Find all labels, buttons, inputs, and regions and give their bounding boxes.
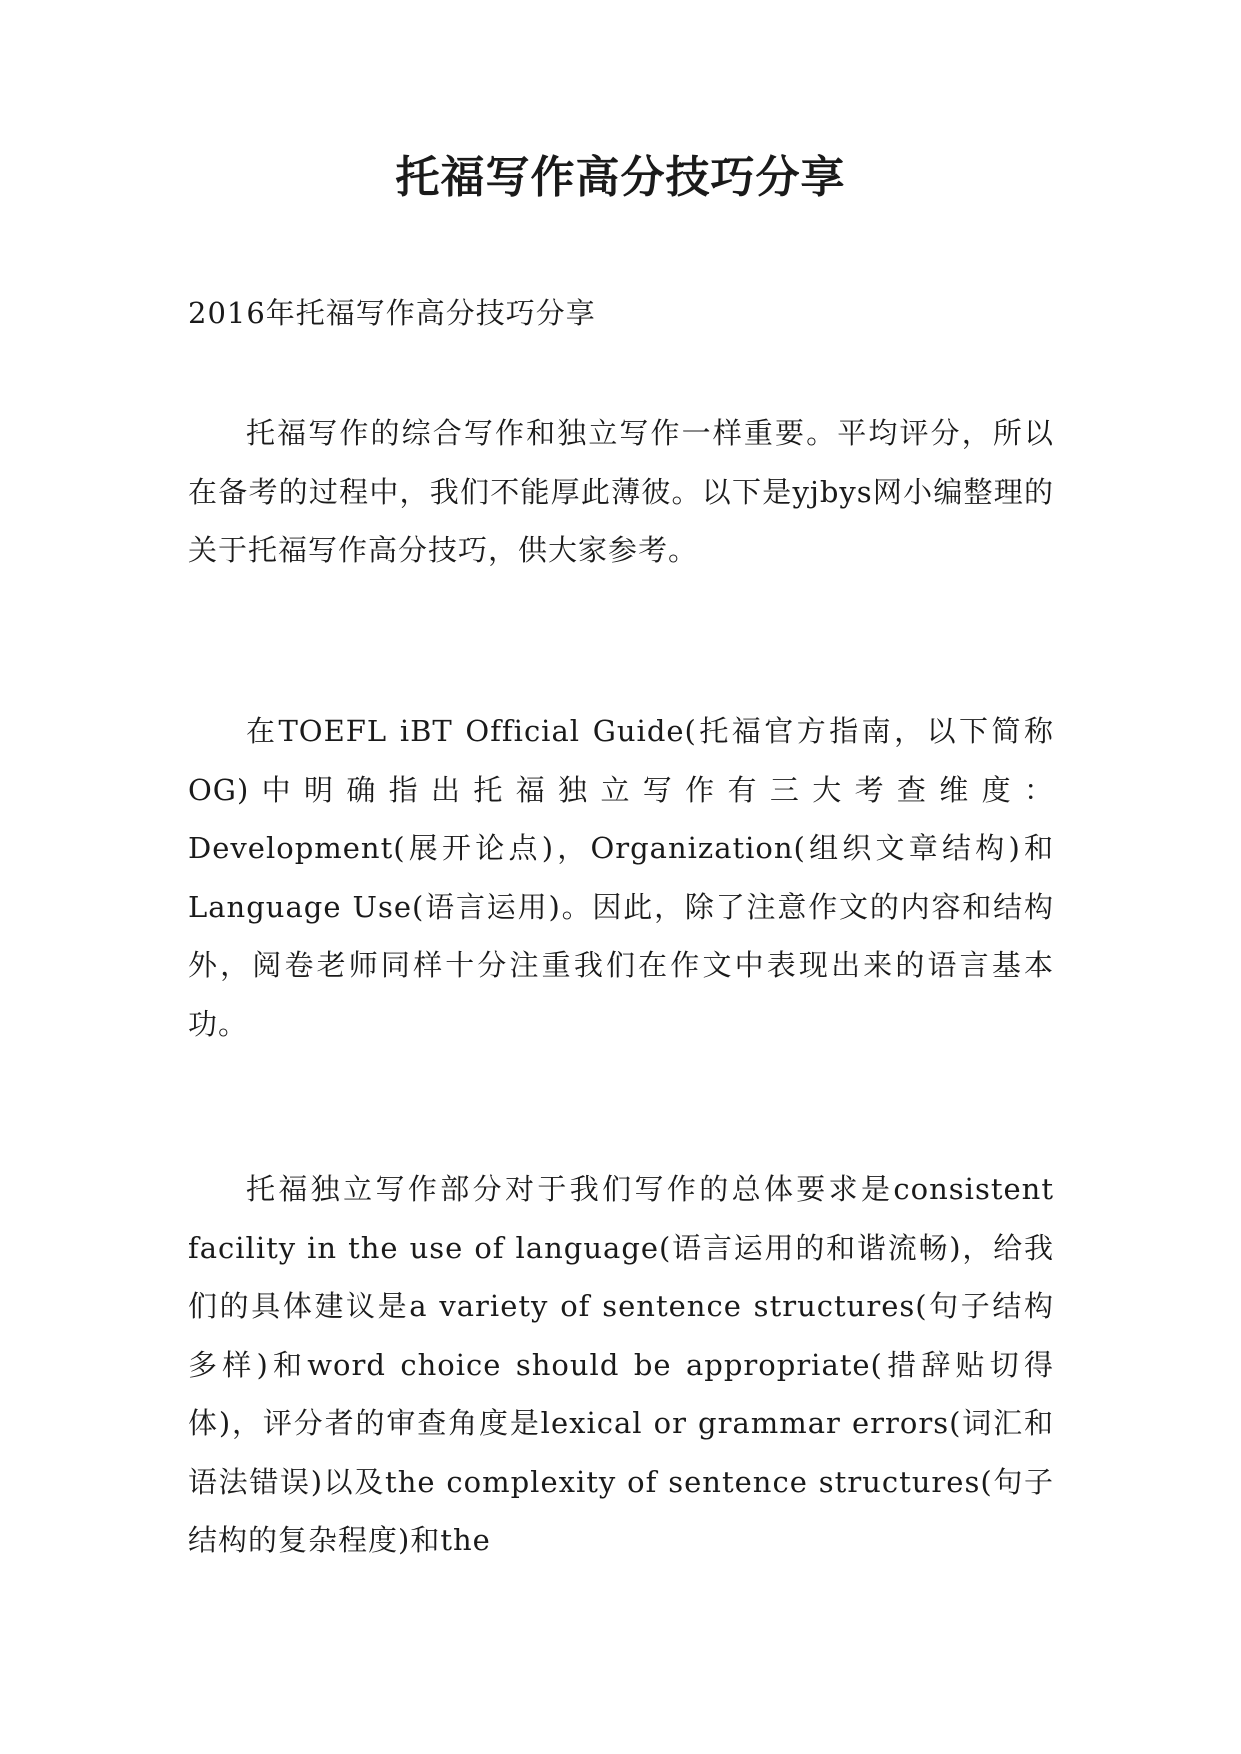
paragraph-intro: 托福写作的综合写作和独立写作一样重要。平均评分，所以在备考的过程中，我们不能厚此薄彼。以下是yjbys网小编整理的关于托福写作高分技巧，供大家参考。 xyxy=(188,416,1054,567)
document-title: 托福写作高分技巧分享 xyxy=(395,152,846,203)
document-subtitle: 2016年托福写作高分技巧分享 xyxy=(188,296,596,330)
paragraph-language-requirements: 托福独立写作部分对于我们写作的总体要求是consistent facility in the use of language(语言运用的和谐流畅)，给我们的具体建议是a variety of sentence structures(句子结构多样)和word choice should be appropriate(措辞贴切得体)，评分者的审查角度是lexical or grammar errors(词汇和语法错误)以及the complexity of sentence structures(句子结构的复杂程度)和the xyxy=(188,1172,1054,1557)
paragraph-og-dimensions: 在TOEFL iBT Official Guide(托福官方指南，以下简称OG)中明确指出托福独立写作有三大考查维度：Development(展开论点)，Organization(组织文章结构)和Language Use(语言运用)。因此，除了注意作文的内容和结构外，阅卷老师同样十分注重我们在作文中表现出来的语言基本功。 xyxy=(188,714,1054,1041)
